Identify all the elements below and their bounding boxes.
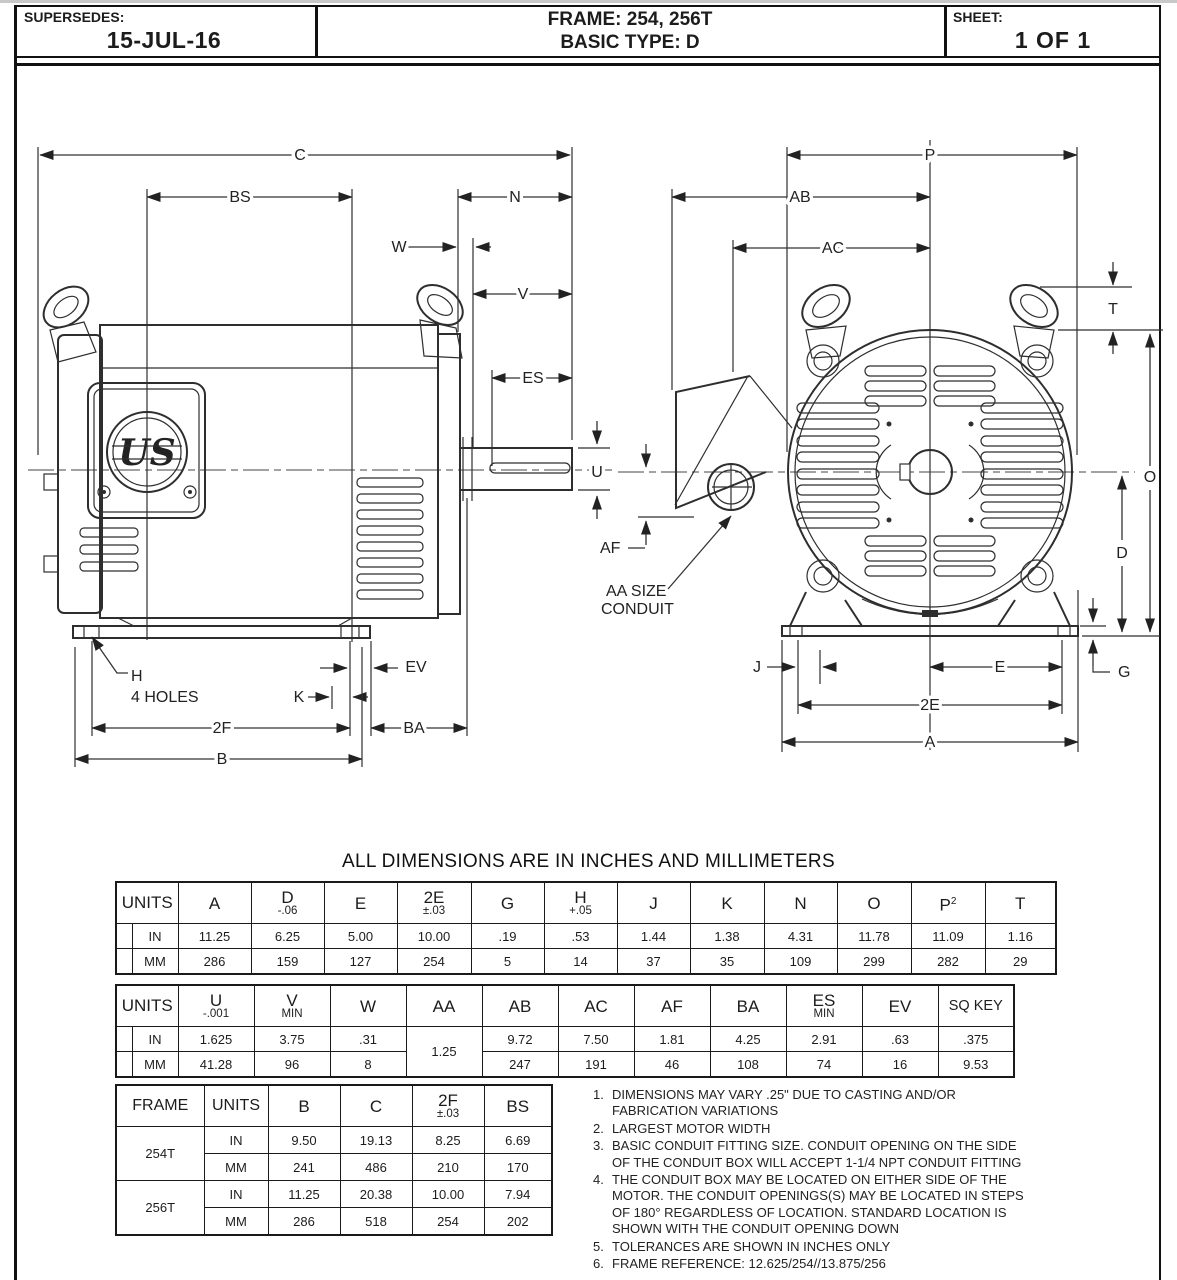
table-header-row — [116, 882, 1056, 924]
dim-label-aa-conduit: CONDUIT — [601, 601, 674, 618]
value-cell: 11.25 — [268, 1181, 340, 1208]
value-cell: 8.25 — [412, 1127, 484, 1154]
col-header-n: N — [764, 882, 837, 924]
sheet-label: SHEET: — [953, 9, 1003, 25]
dim-label-g: G — [1118, 664, 1131, 681]
note-text: DIMENSIONS MAY VARY .25" DUE TO CASTING AND/OR FABRICATION VARIATIONS — [612, 1087, 956, 1119]
dim-label-b: B — [216, 751, 228, 768]
value-cell: 5 — [471, 949, 544, 975]
note-number: 1. — [593, 1087, 604, 1102]
basic-type-title: BASIC TYPE: D — [560, 32, 700, 53]
col-header-units: UNITS — [204, 1085, 268, 1127]
value-cell: 1.625 — [178, 1027, 254, 1052]
note-number: 3. — [593, 1138, 604, 1154]
note-text: LARGEST MOTOR WIDTH — [612, 1120, 771, 1136]
value-cell: 7.50 — [558, 1027, 634, 1052]
table-row-in — [116, 924, 1056, 949]
value-cell: 9.72 — [482, 1027, 558, 1052]
dim-label-o: O — [1143, 469, 1157, 486]
col-header-af: AF — [634, 985, 710, 1027]
table-row-254t-in — [116, 1127, 552, 1154]
value-cell: 46 — [634, 1052, 710, 1078]
value-cell: 37 — [617, 949, 690, 975]
value-cell: 6.69 — [484, 1127, 552, 1154]
frame-table — [115, 1084, 553, 1236]
dim-label-h-holes: 4 HOLES — [131, 689, 199, 706]
table-row-in — [116, 1027, 1014, 1052]
units-mm-cell: MM — [204, 1154, 268, 1181]
table-row-mm — [116, 949, 1056, 975]
value-cell: 109 — [764, 949, 837, 975]
dim-label-af: AF — [600, 540, 621, 557]
value-cell: 9.53 — [938, 1052, 1014, 1078]
supersedes-date: 15-JUL-16 — [106, 27, 222, 53]
table-header-row — [116, 1085, 552, 1127]
value-cell: 486 — [340, 1154, 412, 1181]
value-cell: 1.81 — [634, 1027, 710, 1052]
col-header-e: E — [324, 882, 397, 924]
units-mm-cell: MM — [132, 949, 178, 975]
dim-label-a: A — [924, 734, 936, 751]
col-header-v: V MIN — [254, 985, 330, 1027]
value-cell: 11.09 — [911, 924, 985, 949]
col-header-c: C — [340, 1085, 412, 1127]
value-cell: 7.94 — [484, 1181, 552, 1208]
dim-label-n: N — [509, 189, 521, 206]
value-cell: 518 — [340, 1208, 412, 1236]
col-header-es: ES MIN — [786, 985, 862, 1027]
value-cell: 108 — [710, 1052, 786, 1078]
value-cell: 1.16 — [985, 924, 1056, 949]
value-cell: 299 — [837, 949, 911, 975]
note-text: THE CONDUIT BOX MAY BE LOCATED ON EITHER SIDE OF THE MOTOR. THE CONDUIT OPENINGS(S) MAY BE LOCATED IN STEPS OF 180° REGARDLESS OF LOCATION. STANDARD LOCATION IS SHOWN WITH THE CONDUIT OPENING DOWN — [612, 1172, 1024, 1237]
spacer-cell — [116, 949, 132, 975]
sheet-value: 1 OF 1 — [1014, 27, 1092, 53]
value-cell: 1.44 — [617, 924, 690, 949]
note-number: 5. — [593, 1238, 604, 1254]
col-header-j: J — [617, 882, 690, 924]
notes-list — [593, 1087, 1045, 1273]
col-header-bs: BS — [484, 1085, 552, 1127]
value-cell: 11.25 — [178, 924, 251, 949]
dim-label-ba: BA — [403, 720, 425, 737]
col-header-ab: AB — [482, 985, 558, 1027]
frame-256t-cell: 256T — [116, 1181, 204, 1236]
spacer-cell — [116, 1052, 132, 1078]
value-cell: 4.25 — [710, 1027, 786, 1052]
motor-drawing — [14, 66, 1163, 846]
value-cell-aa-merged: 1.25 — [406, 1027, 482, 1078]
dim-label-c: C — [294, 147, 306, 164]
col-header-o: O — [837, 882, 911, 924]
value-cell: 41.28 — [178, 1052, 254, 1078]
col-header-frame: FRAME — [116, 1085, 204, 1127]
dimension-table-main — [115, 881, 1057, 975]
page-edge-strip — [0, 0, 1177, 3]
col-header-p: $P^2$ — [911, 882, 985, 924]
units-in-cell: IN — [204, 1181, 268, 1208]
dim-label-h: H — [131, 668, 143, 685]
units-in-cell: IN — [132, 924, 178, 949]
value-cell: 96 — [254, 1052, 330, 1078]
note-item — [593, 1239, 1045, 1255]
col-header-g: G — [471, 882, 544, 924]
spacer-cell — [116, 1027, 132, 1052]
dim-label-ab: AB — [789, 189, 811, 206]
value-cell: 191 — [558, 1052, 634, 1078]
value-cell: 254 — [397, 949, 471, 975]
value-cell: 10.00 — [412, 1181, 484, 1208]
value-cell: 247 — [482, 1052, 558, 1078]
note-item — [593, 1138, 1045, 1171]
dim-label-aa-size: AA SIZE — [606, 583, 667, 600]
value-cell: 286 — [178, 949, 251, 975]
vent-slots — [80, 478, 423, 599]
col-header-u: U -.001 — [178, 985, 254, 1027]
dim-label-k: K — [293, 689, 305, 706]
end-view — [600, 140, 1163, 752]
dim-label-d: D — [1116, 545, 1128, 562]
value-cell: 127 — [324, 949, 397, 975]
dim-label-2f: 2F — [212, 720, 232, 737]
value-cell: 241 — [268, 1154, 340, 1181]
col-header-ba: BA — [710, 985, 786, 1027]
side-view — [28, 147, 612, 768]
dim-label-e: E — [994, 659, 1006, 676]
value-cell: 8 — [330, 1052, 406, 1078]
eyebolt-icon — [36, 278, 96, 336]
value-cell: 19.13 — [340, 1127, 412, 1154]
note-text: FRAME REFERENCE: 12.625/254//13.875/256 — [612, 1256, 886, 1272]
value-cell: 202 — [484, 1208, 552, 1236]
note-item — [593, 1172, 1045, 1238]
col-header-2e: 2E ±.03 — [397, 882, 471, 924]
col-header-a: A — [178, 882, 251, 924]
col-header-w: W — [330, 985, 406, 1027]
table-header-row — [116, 985, 1014, 1027]
value-cell: 16 — [862, 1052, 938, 1078]
value-cell: .53 — [544, 924, 617, 949]
note-number: 2. — [593, 1120, 604, 1136]
frame-title: FRAME: 254, 256T — [547, 9, 713, 30]
dim-label-ev: EV — [405, 659, 427, 676]
value-cell: 4.31 — [764, 924, 837, 949]
units-mm-cell: MM — [204, 1208, 268, 1236]
note-item — [593, 1256, 1045, 1272]
value-cell: 29 — [985, 949, 1056, 975]
value-cell: 282 — [911, 949, 985, 975]
value-cell: 2.91 — [786, 1027, 862, 1052]
col-header-k: K — [690, 882, 764, 924]
units-in-cell: IN — [132, 1027, 178, 1052]
table-row-mm — [116, 1052, 1014, 1078]
col-header-units: UNITS — [116, 882, 178, 924]
col-header-b: B — [268, 1085, 340, 1127]
value-cell: 10.00 — [397, 924, 471, 949]
dim-label-es: ES — [522, 370, 544, 387]
dimensions-heading: ALL DIMENSIONS ARE IN INCHES AND MILLIMETERS — [342, 851, 835, 872]
value-cell: 159 — [251, 949, 324, 975]
value-cell: 11.78 — [837, 924, 911, 949]
us-motors-logo: US — [118, 432, 176, 474]
spacer-cell — [116, 924, 132, 949]
dim-label-t: T — [1108, 301, 1118, 318]
value-cell: .375 — [938, 1027, 1014, 1052]
col-header-h: H +.05 — [544, 882, 617, 924]
dim-label-w: W — [391, 239, 407, 256]
units-in-cell: IN — [204, 1127, 268, 1154]
value-cell: 286 — [268, 1208, 340, 1236]
dim-label-j: J — [753, 659, 761, 676]
value-cell: 5.00 — [324, 924, 397, 949]
value-cell: 170 — [484, 1154, 552, 1181]
col-header-units: UNITS — [116, 985, 178, 1027]
dim-label-v: V — [517, 286, 529, 303]
value-cell: .31 — [330, 1027, 406, 1052]
conduit-box — [675, 376, 792, 511]
dim-label-p: P — [924, 147, 936, 164]
value-cell: 14 — [544, 949, 617, 975]
col-header-ac: AC — [558, 985, 634, 1027]
note-number: 4. — [593, 1172, 604, 1188]
value-cell: 9.50 — [268, 1127, 340, 1154]
value-cell: 74 — [786, 1052, 862, 1078]
note-item — [593, 1087, 1045, 1120]
value-cell: 1.38 — [690, 924, 764, 949]
value-cell: .19 — [471, 924, 544, 949]
eyebolt-icon — [794, 276, 857, 335]
value-cell: 254 — [412, 1208, 484, 1236]
units-mm-cell: MM — [132, 1052, 178, 1078]
supersedes-label: SUPERSEDES: — [24, 9, 125, 25]
frame-254t-cell: 254T — [116, 1127, 204, 1181]
dim-label-ac: AC — [821, 240, 845, 257]
value-cell: .63 — [862, 1027, 938, 1052]
col-header-ev: EV — [862, 985, 938, 1027]
note-number: 6. — [593, 1256, 604, 1272]
dim-label-u: U — [591, 464, 603, 481]
value-cell: 6.25 — [251, 924, 324, 949]
col-header-aa: AA — [406, 985, 482, 1027]
note-text: TOLERANCES ARE SHOWN IN INCHES ONLY — [612, 1238, 891, 1254]
dimension-table-secondary — [115, 984, 1015, 1078]
col-header-t: T — [985, 882, 1056, 924]
dim-label-bs: BS — [229, 189, 251, 206]
col-header-2f: 2F ±.03 — [412, 1085, 484, 1127]
value-cell: 210 — [412, 1154, 484, 1181]
table-row-256t-in — [116, 1181, 552, 1208]
note-text: BASIC CONDUIT FITTING SIZE. CONDUIT OPENING ON THE SIDE OF THE CONDUIT BOX WILL ACCEPT 1-1/4 NPT CONDUIT FITTING — [612, 1138, 1022, 1170]
eyebolt-icon — [1002, 276, 1065, 335]
col-header-d: D -.06 — [251, 882, 324, 924]
value-cell: 20.38 — [340, 1181, 412, 1208]
col-header-sqkey: SQ KEY — [938, 985, 1014, 1027]
value-cell: 3.75 — [254, 1027, 330, 1052]
dim-label-2e: 2E — [920, 697, 940, 714]
value-cell: 35 — [690, 949, 764, 975]
note-item — [593, 1121, 1045, 1137]
